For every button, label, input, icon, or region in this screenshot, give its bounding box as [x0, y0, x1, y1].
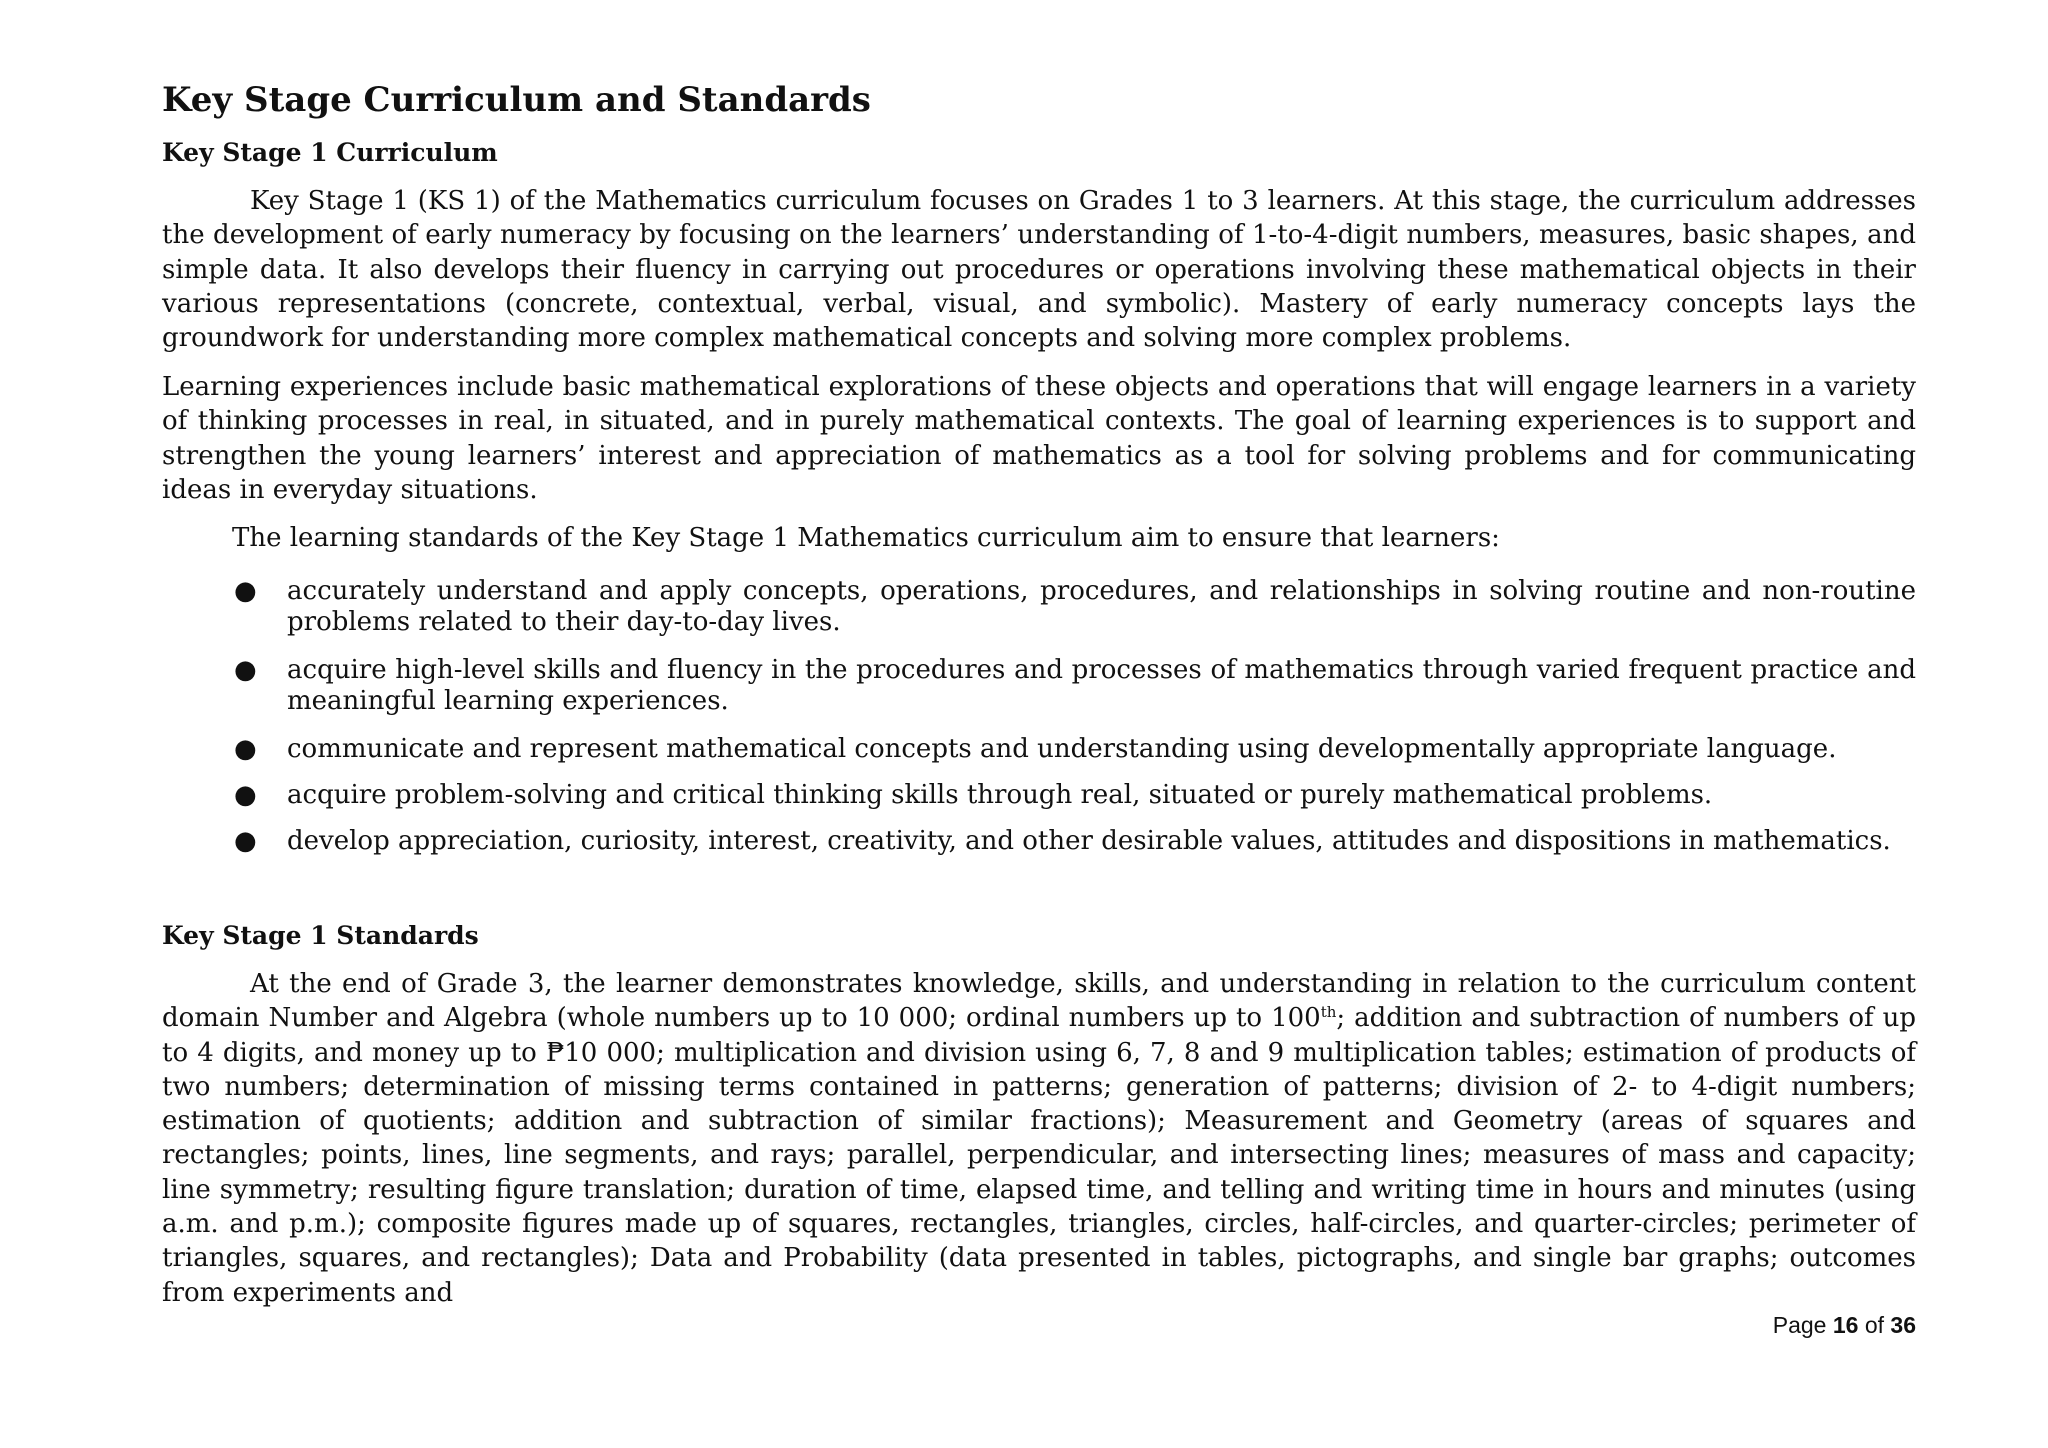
standards-paragraph — [162, 967, 1916, 1310]
current-page: 16 — [1832, 1312, 1859, 1338]
bullet-icon: ● — [234, 826, 257, 856]
curriculum-paragraph-2: Learning experiences include basic mathematical explorations of these objects and operations that will engage learners in a variety of thinking processes in real, in situated, and in purely mathematical contexts. The goal of learning experiences is to support and strengthen the young learners’ interest and appreciation of mathematics as a tool for solving problems and for communicating ideas in everyday situations. — [162, 372, 1916, 505]
list-item-text: develop appreciation, curiosity, interest, creativity, and other desirable values, attitudes and dispositions in mathematics. — [287, 826, 1891, 856]
bullet-icon: ● — [234, 655, 257, 685]
standards-text-part-1: At the end of Grade 3, the learner demonstrates knowledge, skills, and understanding in relation to the curriculum content domain Number and Algebra (whole numbers up to 10 000; ordinal numbers up to 100 — [162, 969, 1916, 1034]
list-item-text: accurately understand and apply concepts, operations, procedures, and relationships in solving routine and non-routine problems related to their day-to-day lives. — [287, 576, 1916, 637]
page-word: Page — [1772, 1312, 1827, 1338]
section-heading-standards: Key Stage 1 Standards — [162, 921, 479, 950]
page-number — [1773, 1310, 1916, 1340]
page-title: Key Stage Curriculum and Standards — [162, 80, 871, 120]
standards-intro: The learning standards of the Key Stage 1 Mathematics curriculum aim to ensure that learners: — [232, 523, 1500, 553]
list-item-text: acquire problem-solving and critical thinking skills through real, situated or purely mathematical problems. — [287, 780, 1713, 810]
list-item-text: acquire high-level skills and fluency in the procedures and processes of mathematics through varied frequent practice and meaningful learning experiences. — [287, 655, 1916, 716]
total-pages: 36 — [1890, 1312, 1916, 1338]
ordinal-suffix: th — [1320, 1003, 1337, 1022]
bullet-icon: ● — [234, 780, 257, 810]
curriculum-paragraph-1: Key Stage 1 (KS 1) of the Mathematics curriculum focuses on Grades 1 to 3 learners. At this stage, the curriculum addresses the development of early numeracy by focusing on the learners’ understanding of 1-to-4-digit numbers, measures, basic shapes, and simple data. It also develops their fluency in carrying out procedures or operations involving these mathematical objects in their various representations (concrete, contextual, verbal, visual, and symbolic). Mastery of early numeracy concepts lays the groundwork for understanding more complex mathematical concepts and solving more complex problems. — [162, 186, 1916, 354]
bullet-icon: ● — [234, 734, 257, 764]
standards-text-part-2: ; addition and subtraction of numbers of up to 4 digits, and money up to ₱10 000; multiplication and division using 6, 7, 8 and 9 multiplication tables; estimation of products of two numbers; determination of missing terms contained in patterns; generation of patterns; division of 2- to 4-digit numbers; estimation of quotients; addition and subtraction of similar fractions); Measurement and Geometry (areas of squares and rectangles; points, lines, line segments, and rays; parallel, perpendicular, and intersecting lines; measures of mass and capacity; line symmetry; resulting figure translation; duration of time, elapsed time, and telling and writing time in hours and minutes (using a.m. and p.m.); composite figures made up of squares, rectangles, triangles, circles, half-circles, and quarter-circles; perimeter of triangles, squares, and rectangles); Data and Probability (data presented in tables, pictographs, and single bar graphs; outcomes from experiments and — [162, 1003, 1916, 1308]
list-item-text: communicate and represent mathematical concepts and understanding using developmentally appropriate language. — [287, 734, 1837, 764]
bullet-icon: ● — [234, 576, 257, 606]
of-word: of — [1864, 1312, 1885, 1338]
section-heading-curriculum: Key Stage 1 Curriculum — [162, 138, 498, 167]
